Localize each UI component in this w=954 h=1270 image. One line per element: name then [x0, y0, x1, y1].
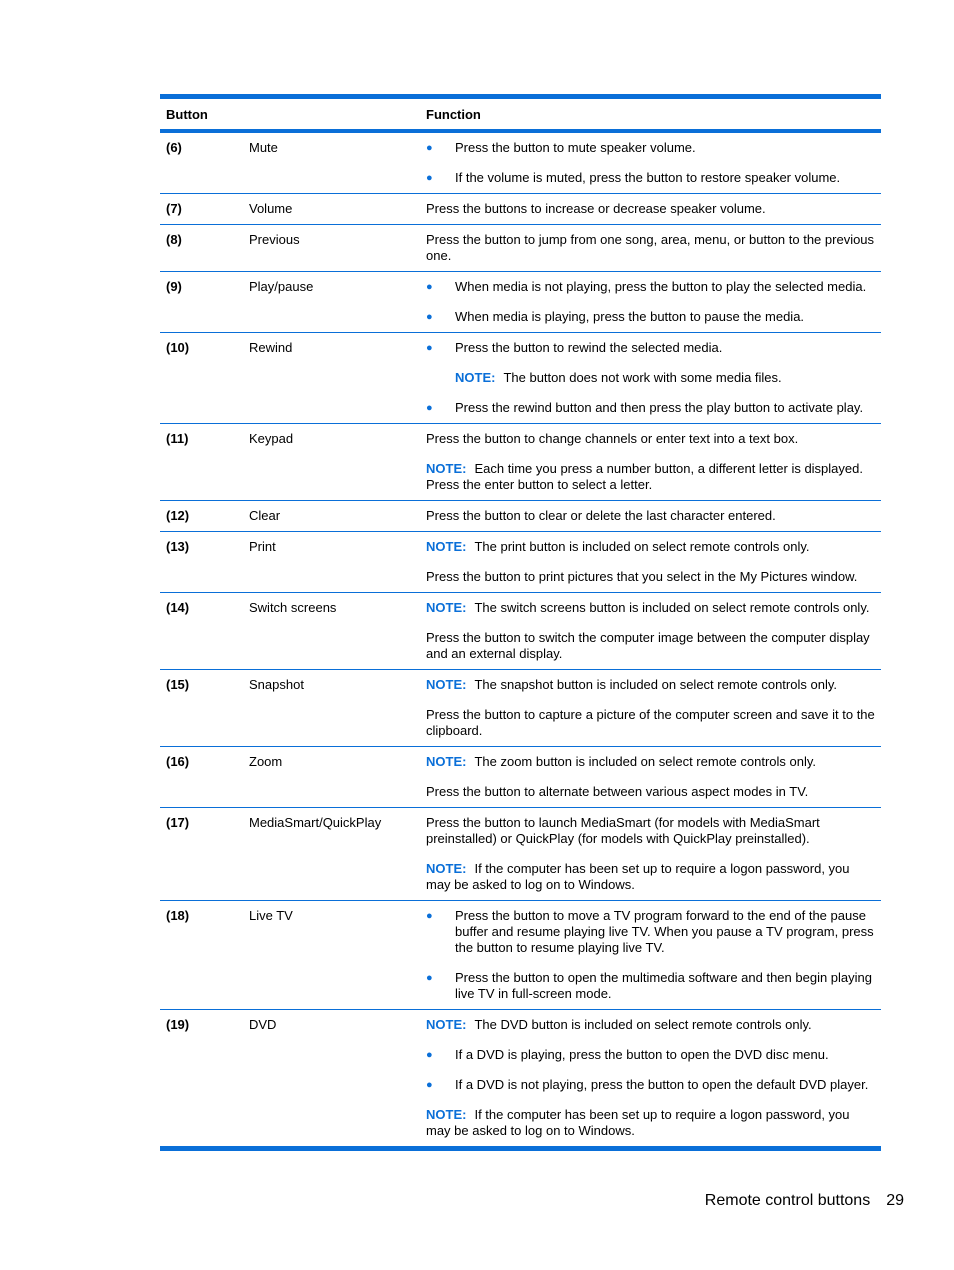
bullet-item	[426, 309, 877, 325]
button-number: (8)	[166, 232, 182, 247]
table-row	[160, 133, 881, 194]
bullet-item	[426, 340, 877, 356]
bullet-icon: ●	[426, 311, 433, 323]
button-name: Live TV	[249, 908, 293, 923]
button-number: (18)	[166, 908, 190, 923]
note-text: If the computer has been set up to require a logon password, you may be asked to log on to Windows.	[426, 1107, 850, 1138]
note-text: The snapshot button is included on select remote controls only.	[474, 677, 837, 692]
note-label: NOTE:	[426, 1017, 467, 1032]
note-label: NOTE:	[426, 677, 467, 692]
note-label: NOTE:	[426, 1107, 467, 1122]
bullet-icon: ●	[426, 342, 433, 354]
bullet-text: If a DVD is not playing, press the button to open the default DVD player.	[455, 1077, 869, 1092]
button-number: (16)	[166, 754, 190, 769]
button-number: (7)	[166, 201, 182, 216]
button-number: (10)	[166, 340, 190, 355]
table-body	[160, 133, 881, 1146]
table-row	[160, 747, 881, 808]
table-row	[160, 808, 881, 901]
button-name: Switch screens	[249, 600, 337, 615]
note	[426, 539, 877, 555]
bullet-text: When media is not playing, press the button to play the selected media.	[455, 279, 867, 294]
table-row	[160, 1010, 881, 1146]
button-name: Volume	[249, 201, 293, 216]
table-bottom-rule	[160, 1146, 881, 1151]
bullet-text: Press the rewind button and then press the play button to activate play.	[455, 400, 864, 415]
button-number: (13)	[166, 539, 190, 554]
bullet-text: Press the button to move a TV program forward to the end of the pause buffer and resume playing live TV. When you pause a TV program, press the button to resume playing live TV.	[455, 908, 874, 955]
bullet-icon: ●	[426, 142, 433, 154]
table-row	[160, 532, 881, 593]
bullet-item	[426, 140, 877, 156]
function-text: Press the buttons to increase or decrease speaker volume.	[426, 201, 766, 216]
function-text: Press the button to clear or delete the last character entered.	[426, 508, 776, 523]
note-text: If the computer has been set up to require a logon password, you may be asked to log on to Windows.	[426, 861, 850, 892]
bullet-item	[426, 1077, 877, 1093]
button-function	[426, 677, 881, 739]
note-label: NOTE:	[426, 754, 467, 769]
note	[426, 677, 877, 693]
table-header	[160, 99, 881, 129]
table-row	[160, 901, 881, 1010]
note-label: NOTE:	[426, 539, 467, 554]
button-number: (15)	[166, 677, 190, 692]
bullet-icon: ●	[426, 281, 433, 293]
header-button: Button	[166, 106, 208, 122]
button-function	[426, 140, 881, 186]
bullet-text: If a DVD is playing, press the button to open the DVD disc menu.	[455, 1047, 829, 1062]
bullet-item	[426, 170, 877, 186]
button-function	[426, 201, 881, 217]
button-function	[426, 508, 881, 524]
table-row	[160, 670, 881, 747]
button-function	[426, 431, 881, 493]
function-text: Press the button to change channels or enter text into a text box.	[426, 431, 799, 446]
button-name: Previous	[249, 232, 300, 247]
function-text: Press the button to jump from one song, area, menu, or button to the previous one.	[426, 232, 875, 263]
note-text: The switch screens button is included on select remote controls only.	[474, 600, 870, 615]
header-function: Function	[426, 106, 481, 122]
button-name: Clear	[249, 508, 281, 523]
note-text: The print button is included on select remote controls only.	[474, 539, 810, 554]
note	[426, 1107, 877, 1139]
bullet-icon: ●	[426, 910, 433, 922]
function-text: Press the button to capture a picture of the computer screen and save it to the clipboard.	[426, 707, 875, 738]
bullet-text: If the volume is muted, press the button to restore speaker volume.	[455, 170, 841, 185]
button-name: Snapshot	[249, 677, 304, 692]
note-label: NOTE:	[426, 600, 467, 615]
button-number: (14)	[166, 600, 190, 615]
button-name: Print	[249, 539, 276, 554]
note-label: NOTE:	[426, 861, 467, 876]
note	[426, 600, 877, 616]
note-text: The button does not work with some media files.	[503, 370, 782, 385]
button-function	[426, 279, 881, 325]
button-name: MediaSmart/QuickPlay	[249, 815, 382, 830]
table-row	[160, 225, 881, 272]
bullet-text: Press the button to open the multimedia software and then begin playing live TV in full-screen mode.	[455, 970, 872, 1001]
button-name: Zoom	[249, 754, 283, 769]
button-function	[426, 539, 881, 585]
bullet-item	[426, 400, 877, 416]
note	[426, 370, 877, 386]
bullet-item	[426, 279, 877, 295]
button-number: (12)	[166, 508, 190, 523]
bullet-text: When media is playing, press the button to pause the media.	[455, 309, 805, 324]
button-function	[426, 600, 881, 662]
note-label: NOTE:	[455, 370, 496, 385]
table-row	[160, 501, 881, 532]
bullet-text: Press the button to mute speaker volume.	[455, 140, 696, 155]
bullet-item	[426, 908, 877, 956]
button-name: Mute	[249, 140, 278, 155]
function-text: Press the button to launch MediaSmart (for models with MediaSmart preinstalled) or QuickPlay (for models with QuickPlay preinstalled).	[426, 815, 820, 846]
table-row	[160, 424, 881, 501]
bullet-text: Press the button to rewind the selected media.	[455, 340, 723, 355]
button-number: (9)	[166, 279, 182, 294]
button-function	[426, 1017, 881, 1139]
note-text: The DVD button is included on select remote controls only.	[474, 1017, 812, 1032]
note-text: The zoom button is included on select remote controls only.	[474, 754, 817, 769]
button-function	[426, 340, 881, 416]
page-footer	[705, 1192, 904, 1210]
bullet-icon: ●	[426, 1049, 433, 1061]
button-name: Rewind	[249, 340, 293, 355]
table-row	[160, 593, 881, 670]
note	[426, 461, 877, 493]
button-function	[426, 754, 881, 800]
function-text: Press the button to print pictures that you select in the My Pictures window.	[426, 569, 858, 584]
button-name: Keypad	[249, 431, 294, 446]
button-function	[426, 232, 881, 264]
button-function	[426, 815, 881, 893]
button-number: (19)	[166, 1017, 190, 1032]
bullet-icon: ●	[426, 972, 433, 984]
note-text: Each time you press a number button, a different letter is displayed. Press the enter button to select a letter.	[426, 461, 863, 492]
bullet-icon: ●	[426, 1079, 433, 1091]
footer-section-title: Remote control buttons	[704, 1192, 871, 1209]
button-name: Play/pause	[249, 279, 314, 294]
bullet-item	[426, 1047, 877, 1063]
button-function-table	[160, 94, 881, 1151]
button-number: (11)	[166, 431, 189, 446]
bullet-icon: ●	[426, 402, 433, 414]
function-text: Press the button to alternate between various aspect modes in TV.	[426, 784, 809, 799]
function-text: Press the button to switch the computer image between the computer display and an external display.	[426, 630, 870, 661]
table-row	[160, 333, 881, 424]
table-row	[160, 272, 881, 333]
button-number: (6)	[166, 140, 182, 155]
button-number: (17)	[166, 815, 190, 830]
note	[426, 1017, 877, 1033]
bullet-icon: ●	[426, 172, 433, 184]
button-function	[426, 908, 881, 1002]
table-row	[160, 194, 881, 225]
page-number: 29	[886, 1192, 904, 1209]
note-label: NOTE:	[426, 461, 467, 476]
bullet-item	[426, 970, 877, 1002]
note	[426, 754, 877, 770]
button-name: DVD	[249, 1017, 277, 1032]
note	[426, 861, 877, 893]
